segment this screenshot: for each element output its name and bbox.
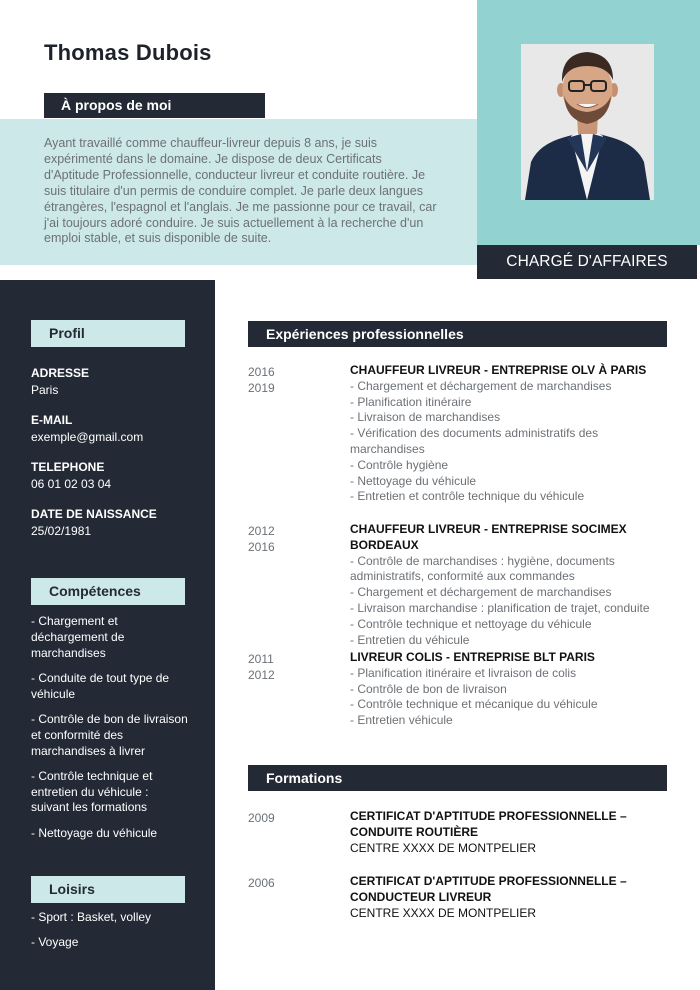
candidate-name: Thomas Dubois (44, 40, 212, 65)
email-label: E-MAIL (31, 413, 73, 427)
profile-heading: Profil (31, 320, 185, 347)
task-item: - Entretien véhicule (350, 713, 453, 728)
task-item: - Livraison marchandise : planification de trajet, conduite (350, 600, 650, 615)
email-value: exemple@gmail.com (31, 430, 144, 444)
education-year: 2009 (248, 811, 275, 825)
education-heading: Formations (248, 765, 667, 791)
address-label: ADRESSE (31, 366, 90, 380)
hobby-item: - Voyage (31, 935, 79, 950)
hobbies-heading: Loisirs (31, 876, 185, 903)
education-title: CERTIFICAT D'APTITUDE PROFESSIONNELLE – CONDUCTEUR LIVREUR (350, 874, 627, 904)
task-item: - Contrôle hygiène (350, 457, 449, 472)
education-place: CENTRE XXXX DE MONTPELIER (350, 840, 537, 855)
birth-date-value: 25/02/1981 (31, 524, 92, 538)
task-item: - Contrôle technique et mécanique du véhicule (350, 697, 598, 712)
experience-heading: Expériences professionnelles (248, 321, 667, 347)
entry-title: LIVREUR COLIS - ENTREPRISE BLT PARIS (350, 650, 595, 664)
skill-item: - Chargement et déchargement de marchandises (31, 614, 125, 660)
phone-value: 06 01 02 03 04 (31, 477, 112, 491)
task-item: - Nettoyage du véhicule (350, 473, 477, 488)
about-text: Ayant travaillé comme chauffeur-livreur depuis 8 ans, je suis expérimenté dans le domaine. Je dispose de deux Certificats d'Aptitude Professionnelle, conducteur livreur et conduite routière. Je suis titulaire d'un permis de conduire complet. Je parle deux langues étrangères, l'espagnol et l'anglais. Je me passionne pour ce travail, car j'ai toujours adoré conduire. Je suis actuellement à la recherche d'un emploi stable, et suis disponible de suite. (44, 136, 437, 246)
task-item: - Contrôle de bon de livraison (350, 681, 507, 696)
entry-start-year: 2012 (248, 524, 275, 538)
hobby-item: - Sport : Basket, volley (31, 910, 152, 924)
entry-start-year: 2016 (248, 365, 275, 379)
about-heading: À propos de moi (44, 93, 265, 118)
task-item: - Planification itinéraire et livraison de colis (350, 665, 577, 680)
phone-label: TELEPHONE (31, 460, 105, 474)
education-place: CENTRE XXXX DE MONTPELIER (350, 905, 537, 920)
entry-task-list (350, 379, 668, 505)
skill-item: - Contrôle technique et entretien du véhicule : suivant les formations (31, 768, 153, 815)
task-item: - Chargement et déchargement de marchandises (350, 378, 612, 393)
skill-item: - Contrôle de bon de livraison et conformité des marchandises à livrer (31, 711, 188, 758)
entry-years (248, 652, 308, 684)
task-item: - Chargement et déchargement de marchandises (350, 585, 612, 600)
task-item: - Livraison de marchandises (350, 410, 501, 425)
entry-years (248, 524, 308, 556)
task-item: - Contrôle de marchandises : hygiène, documents administratifs, conformité aux commandes (350, 553, 615, 584)
job-title: CHARGÉ D'AFFAIRES (477, 245, 697, 279)
task-item: - Planification itinéraire (350, 394, 472, 409)
skill-item: - Conduite de tout type de véhicule (31, 670, 170, 701)
task-item: - Vérification des documents administratifs des marchandises (350, 426, 599, 456)
entry-title: CHAUFFEUR LIVREUR - ENTREPRISE SOCIMEX BORDEAUX (350, 522, 627, 552)
entry-title: CHAUFFEUR LIVREUR - ENTREPRISE OLV À PARIS (350, 363, 647, 377)
task-item: - Entretien du véhicule (350, 632, 470, 647)
entry-end-year: 2019 (248, 380, 275, 395)
skill-item: - Nettoyage du véhicule (31, 825, 158, 840)
entry-task-list (350, 554, 668, 649)
hobbies-list (31, 910, 189, 961)
education-title: CERTIFICAT D'APTITUDE PROFESSIONNELLE – CONDUITE ROUTIÈRE (350, 809, 627, 839)
skills-list (31, 614, 189, 851)
skills-heading: Compétences (31, 578, 185, 605)
entry-end-year: 2016 (248, 539, 275, 554)
task-item: - Contrôle technique et nettoyage du véhicule (350, 616, 592, 631)
address-value: Paris (31, 383, 59, 397)
sidebar (0, 280, 215, 990)
entry-end-year: 2012 (248, 667, 275, 682)
education-year: 2006 (248, 876, 275, 890)
entry-start-year: 2011 (248, 652, 274, 666)
task-item: - Entretien et contrôle technique du véhicule (350, 489, 585, 504)
birth-date-label: DATE DE NAISSANCE (31, 507, 157, 521)
profile-photo (521, 44, 654, 200)
entry-task-list (350, 666, 668, 729)
entry-years (248, 365, 308, 397)
